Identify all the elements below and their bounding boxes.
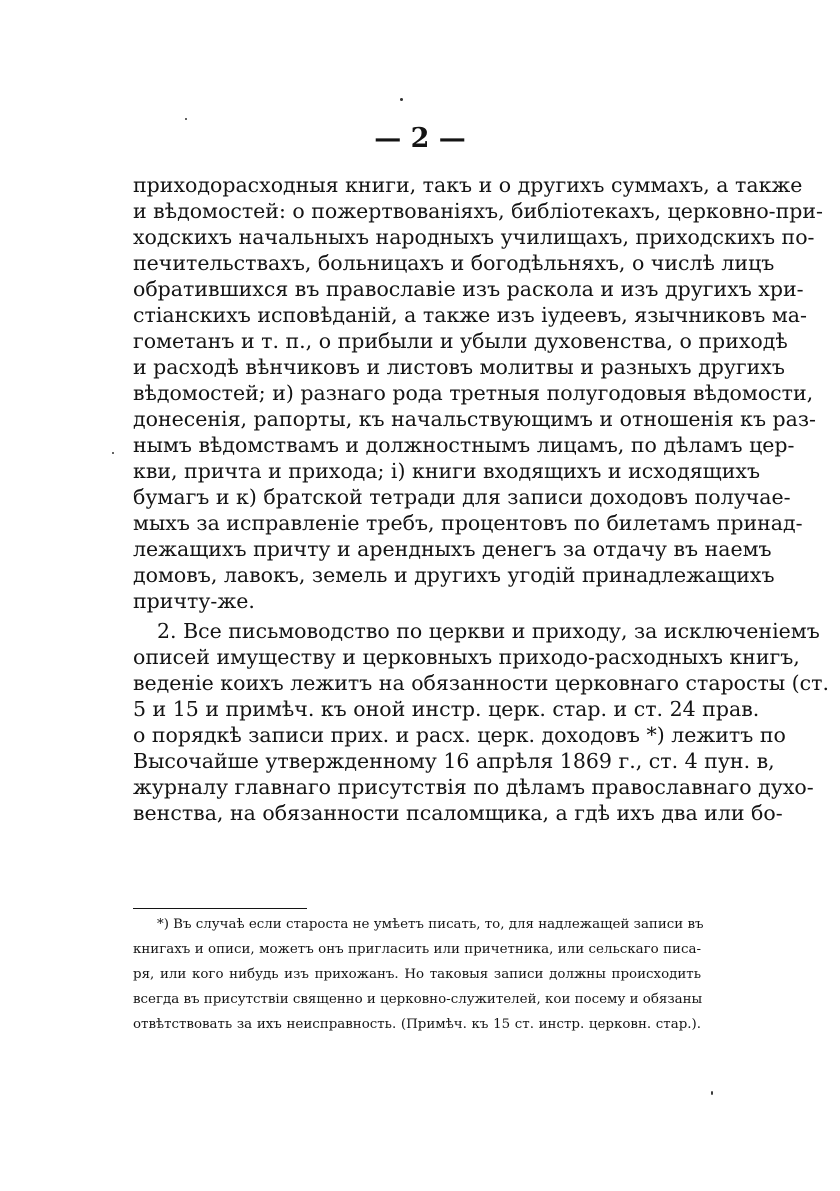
footnote-line: книгахъ и описи, можетъ онъ пригласить или причетника, или сельскаго писа- — [133, 942, 701, 957]
footnote-rule — [133, 908, 307, 909]
body-line: донесенія, рапорты, къ начальствующимъ и отношенія къ раз- — [133, 407, 816, 431]
body-line: причту-же. — [133, 589, 255, 613]
body-line: журналу главнаго присутствія по дѣламъ православнаго духо- — [133, 775, 814, 799]
body-line: ходскихъ начальныхъ народныхъ училищахъ, приходскихъ по- — [133, 225, 815, 249]
footnote-line: ря, или кого нибудь изъ прихожанъ. Но таковыя записи должны происходить — [133, 967, 701, 982]
speck-mark — [400, 98, 403, 101]
speck-mark — [711, 1091, 713, 1095]
body-line: кви, причта и прихода; і) книги входящихъ и исходящихъ — [133, 459, 761, 483]
footnote-line: отвѣтствовать за ихъ неисправность. (Примѣч. къ 15 ст. инстр. церковн. стар.). — [133, 1017, 701, 1032]
page-number: — 2 — — [374, 123, 466, 154]
footnote-line: *) Въ случаѣ если староста не умѣетъ писать, то, для надлежащей записи въ — [157, 917, 704, 932]
body-line: печительствахъ, больницахъ и богодѣльняхъ, о числѣ лицъ — [133, 251, 775, 275]
body-line: вѣдомостей; и) разнаго рода третныя полугодовыя вѣдомости, — [133, 381, 814, 405]
speck-mark — [112, 452, 114, 454]
body-line: обратившихся въ православіе изъ раскола и изъ другихъ хри- — [133, 277, 804, 301]
body-line: Высочайше утвержденному 16 апрѣля 1869 г., ст. 4 пун. в, — [133, 749, 775, 773]
body-line: описей имуществу и церковныхъ приходо-расходныхъ книгъ, — [133, 645, 800, 669]
body-line: лежащихъ причту и арендныхъ денегъ за отдачу въ наемъ — [133, 537, 772, 561]
body-line: приходорасходныя книги, такъ и о другихъ суммахъ, а также — [133, 173, 803, 197]
body-line: мыхъ за исправленіе требъ, процентовъ по билетамъ принад- — [133, 511, 803, 535]
body-line: и вѣдомостей: о пожертвованіяхъ, библіотекахъ, церковно-при- — [133, 199, 823, 223]
footnote-line: всегда въ присутствіи священно и церковно-служителей, кои посему и обязаны — [133, 992, 703, 1007]
body-line: венства, на обязанности псаломщика, а гдѣ ихъ два или бо- — [133, 801, 783, 825]
body-line: бумагъ и к) братской тетради для записи доходовъ получае- — [133, 485, 791, 509]
body-line: нымъ вѣдомствамъ и должностнымъ лицамъ, по дѣламъ цер- — [133, 433, 795, 457]
body-line: 2. Все письмоводство по церкви и приходу, за исключеніемъ — [157, 619, 820, 643]
body-line: гометанъ и т. п., о прибыли и убыли духовенства, о приходѣ — [133, 329, 788, 353]
body-line: и расходѣ вѣнчиковъ и листовъ молитвы и разныхъ другихъ — [133, 355, 785, 379]
body-line: 5 и 15 и примѣч. къ оной инстр. церк. стар. и ст. 24 прав. — [133, 697, 760, 721]
speck-mark — [185, 118, 187, 120]
body-line: о порядкѣ записи прих. и расх. церк. доходовъ *) лежитъ по — [133, 723, 786, 747]
body-line: веденіе коихъ лежитъ на обязанности церковнаго старосты (ст. — [133, 671, 830, 695]
body-line: стіанскихъ исповѣданій, а также изъ іудеевъ, язычниковъ ма- — [133, 303, 807, 327]
body-line: домовъ, лавокъ, земель и другихъ угодій принадлежащихъ — [133, 563, 775, 587]
